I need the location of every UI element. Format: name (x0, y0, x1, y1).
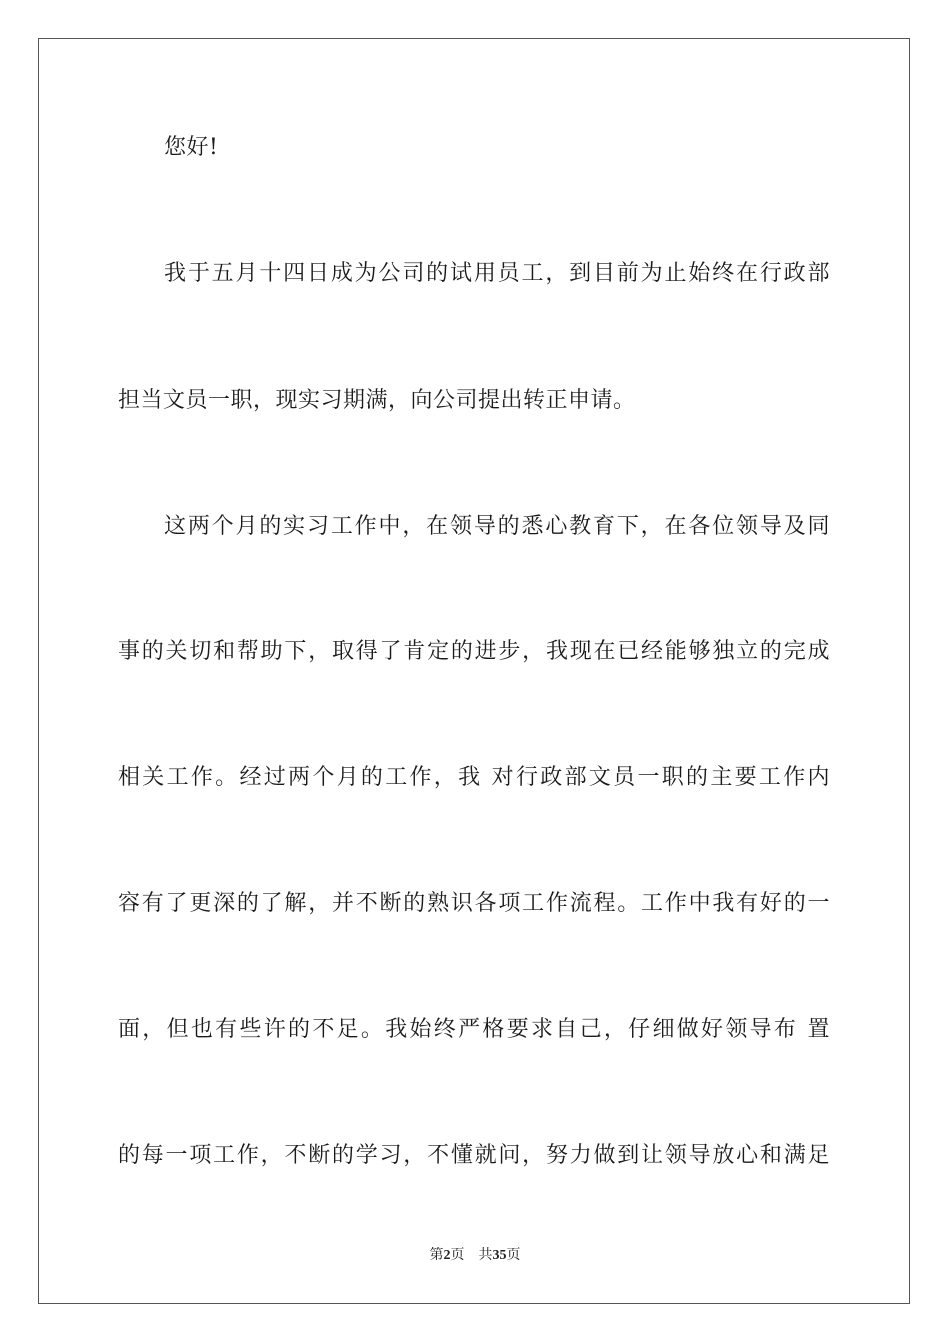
body-line-2: 担当文员一职，现实习期满，向公司提出转正申请。 (118, 388, 636, 413)
page-footer (0, 1247, 950, 1265)
page-prefix: 第 (429, 1248, 444, 1263)
body-line-6: 容有了更深的了解，并不断的熟识各项工作流程。工作中我有好的一 (118, 891, 830, 916)
body-line-5: 相关工作。经过两个月的工作，我 对行政部文员一职的主要工作内 (118, 765, 830, 790)
page-suffix: 页 (450, 1248, 465, 1263)
body-line-4: 事的关切和帮助下，取得了肯定的进步，我现在已经能够独立的完成 (118, 639, 830, 664)
total-suffix: 页 (506, 1248, 521, 1263)
body-line-1: 我于五月十四日成为公司的试用员工，到目前为止始终在行政部 (164, 261, 830, 286)
greeting-line: 您好! (164, 135, 219, 160)
total-prefix: 共 (478, 1248, 493, 1263)
total-pages: 35 (492, 1248, 507, 1263)
body-line-3: 这两个月的实习工作中，在领导的悉心教育下，在各位领导及同 (164, 514, 830, 539)
page-frame (38, 38, 910, 1304)
body-line-8: 的每一项工作，不断的学习，不懂就问，努力做到让领导放心和满足 (118, 1143, 830, 1168)
page-number: 2 (443, 1248, 451, 1263)
body-line-7: 面，但也有些许的不足。我始终严格要求自己，仔细做好领导布 置 (118, 1017, 830, 1042)
